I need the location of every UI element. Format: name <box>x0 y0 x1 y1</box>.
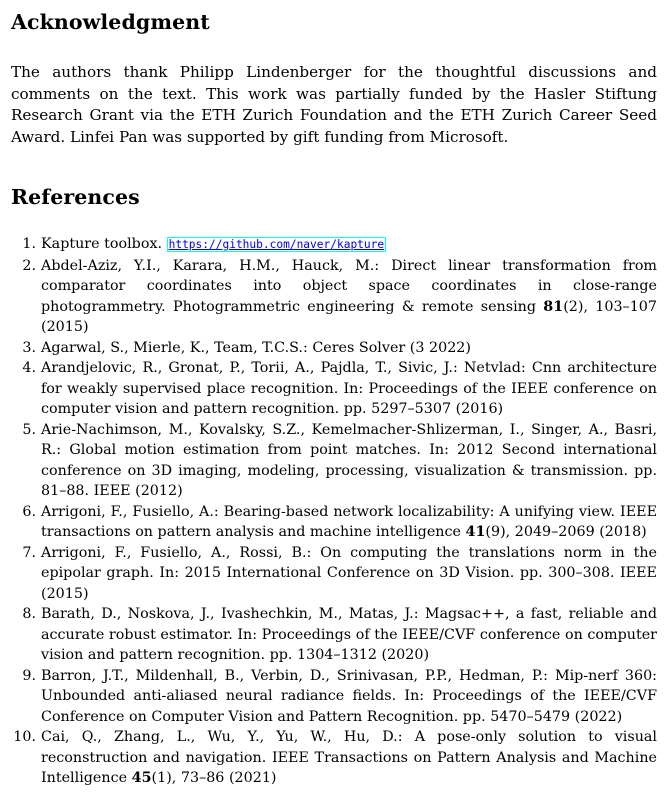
reference-text: Abdel-Aziz, Y.I., Karara, H.M., Hauck, M.: Direct linear transformation from comparator coordinates into object space coordinates in close-range photogrammetry. Photogrammetric engineering & remote sensing <box>41 257 657 315</box>
reference-text-tail: (1), 73–86 (2021) <box>151 770 277 786</box>
reference-text: Arie-Nachimson, M., Kovalsky, S.Z., Kemelmacher-Shlizerman, I., Singer, A., Basri, R.: Global motion estimation from point matches. In: 2012 Second international conference on 3D imaging, modeling, processing, visualization & transmission. pp. 81–88. IEEE (2012) <box>41 421 657 499</box>
reference-text: Arrigoni, F., Fusiello, A.: Bearing-based network localizability: A unifying view. IEEE transactions on pattern analysis and machine intelligence <box>41 503 657 540</box>
reference-url-link[interactable]: https://github.com/naver/kapture <box>168 238 385 251</box>
reference-text: Cai, Q., Zhang, L., Wu, Y., Yu, W., Hu, D.: A pose-only solution to visual reconstruction and navigation. IEEE Transactions on Pattern Analysis and Machine Intelligence <box>41 729 657 786</box>
reference-text-tail: (9), 2049–2069 (2018) <box>485 524 647 540</box>
reference-number: 8. <box>22 606 36 622</box>
reference-item <box>11 604 657 666</box>
reference-number: 2. <box>22 257 36 274</box>
reference-number: 3. <box>22 339 36 356</box>
reference-volume: 41 <box>465 524 486 540</box>
reference-number: 9. <box>22 667 36 684</box>
reference-number: 5. <box>22 421 36 438</box>
reference-number: 6. <box>22 503 36 520</box>
reference-item <box>11 358 657 420</box>
references-heading: References <box>11 185 140 209</box>
reference-number: 4. <box>22 360 36 376</box>
reference-text-tail: (2), 103–107 (2015) <box>41 298 657 335</box>
reference-item <box>11 543 657 605</box>
reference-item <box>11 666 657 728</box>
reference-text: Arrigoni, F., Fusiello, A., Rossi, B.: On computing the translations norm in the epipolar graph. In: 2015 International Conference on 3D Vision. pp. 300–308. IEEE (2015) <box>41 544 657 602</box>
reference-volume: 81 <box>543 298 564 315</box>
reference-item <box>11 420 657 502</box>
reference-number: 7. <box>22 544 36 561</box>
acknowledgment-text: The authors thank Philipp Lindenberger for the thoughtful discussions and comments on the text. This work was partially funded by the Hasler Stiftung Research Grant via the ETH Zurich Foundation and the ETH Zurich Career Seed Award. Linfei Pan was supported by gift funding from Microsoft. <box>11 63 657 146</box>
reference-text: Kapture toolbox. <box>41 236 167 252</box>
reference-text: Barron, J.T., Mildenhall, B., Verbin, D., Srinivasan, P.P., Hedman, P.: Mip-nerf 360: Unbounded anti-aliased neural radiance fields. In: Proceedings of the IEEE/CVF Conference on Computer Vision and Pattern Recognition. pp. 5470–5479 (2022) <box>41 667 657 725</box>
acknowledgment-heading: Acknowledgment <box>11 10 210 34</box>
reference-list <box>11 234 657 789</box>
reference-text: Agarwal, S., Mierle, K., Team, T.C.S.: Ceres Solver (3 2022) <box>41 339 471 356</box>
reference-text: Barath, D., Noskova, J., Ivashechkin, M., Matas, J.: Magsac++, a fast, reliable and accurate robust estimator. In: Proceedings of the IEEE/CVF conference on computer vision and pattern recognition. pp. 1304–1312 (2020) <box>41 606 657 663</box>
reference-text: Arandjelovic, R., Gronat, P., Torii, A., Pajdla, T., Sivic, J.: Netvlad: Cnn architecture for weakly supervised place recognition. In: Proceedings of the IEEE conference on computer vision and pattern recognition. pp. 5297–5307 (2016) <box>41 360 657 417</box>
reference-item <box>11 338 657 359</box>
reference-volume: 45 <box>131 770 152 786</box>
reference-number: 10. <box>13 729 36 745</box>
reference-item <box>11 234 657 256</box>
reference-item <box>11 727 657 789</box>
reference-item <box>11 256 657 338</box>
reference-item <box>11 502 657 543</box>
reference-number: 1. <box>22 236 36 252</box>
